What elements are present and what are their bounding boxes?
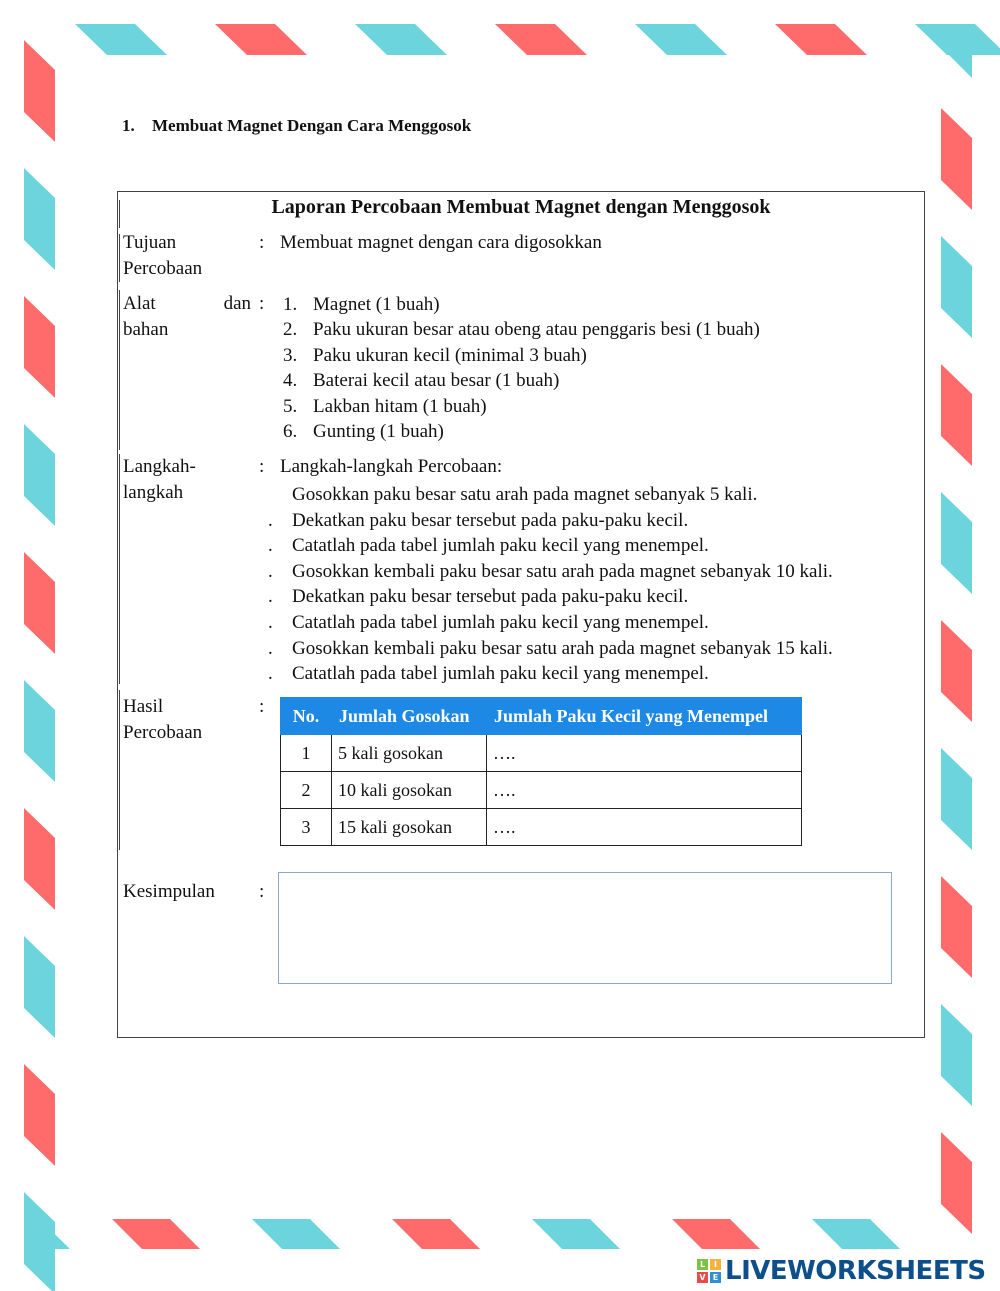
langkah-colon: :: [259, 456, 265, 477]
table-header-row: [281, 698, 802, 735]
row-divider: [119, 690, 120, 850]
answer-cell[interactable]: ….: [487, 809, 802, 846]
border-stripe: [812, 1219, 900, 1249]
alat-colon: :: [259, 293, 265, 314]
kesimpulan-input[interactable]: [278, 872, 892, 984]
step-item: . Dekatkan paku besar tersebut pada paku-paku kecil.: [268, 509, 689, 531]
step-item: . Catatlah pada tabel jumlah paku kecil yang menempel.: [268, 663, 709, 685]
border-stripe: [941, 236, 972, 338]
border-stripe: [252, 1219, 340, 1249]
border-stripe: [75, 24, 167, 55]
row-divider: [119, 454, 120, 684]
step-item: . Dekatkan paku besar tersebut pada paku-paku kecil.: [268, 586, 689, 608]
border-stripe: [24, 168, 55, 270]
kesimpulan-label: Kesimpulan: [123, 881, 215, 902]
column-header-no: No.: [281, 698, 332, 735]
table-cell: 15 kali gosokan: [332, 809, 487, 846]
table-row: [281, 772, 802, 809]
border-stripe: [941, 364, 972, 466]
border-stripe: [392, 1219, 480, 1249]
logo-mark-icon: L I V E: [697, 1259, 721, 1283]
alat-label: Alat dan bahan: [123, 293, 251, 340]
border-stripe: [495, 24, 587, 55]
border-stripe: [24, 40, 55, 142]
border-stripe: [355, 24, 447, 55]
row-divider: [119, 234, 120, 282]
step-item: . Catatlah pada tabel jumlah paku kecil yang menempel.: [268, 611, 709, 633]
border-stripe: [941, 492, 972, 594]
border-stripe: [24, 424, 55, 526]
logo-text: LIVEWORKSHEETS: [725, 1256, 986, 1286]
step-item: Gosokkan paku besar satu arah pada magnet sebanyak 5 kali.: [292, 484, 758, 505]
column-header-gosokan: Jumlah Gosokan: [332, 698, 487, 735]
list-item: 1. Magnet (1 buah): [283, 294, 440, 315]
report-form: [117, 191, 925, 1038]
hasil-colon: :: [259, 696, 265, 717]
border-stripe: [941, 1004, 972, 1106]
border-stripe: [775, 24, 867, 55]
border-stripe: [24, 1204, 70, 1249]
list-item: 6. Gunting (1 buah): [283, 421, 444, 443]
table-cell: 5 kali gosokan: [332, 735, 487, 772]
border-stripe: [941, 1132, 972, 1234]
border-stripe: [941, 108, 972, 210]
border-stripe: [24, 296, 55, 398]
kesimpulan-colon: :: [259, 881, 265, 902]
border-stripe: [215, 24, 307, 55]
step-item: . Catatlah pada tabel jumlah paku kecil yang menempel.: [268, 535, 709, 557]
heading-number: 1.: [122, 116, 135, 135]
border-stripe: [941, 748, 972, 850]
table-row: [281, 735, 802, 772]
border-stripe: [941, 620, 972, 722]
row-divider: [119, 290, 120, 450]
liveworksheets-logo: [697, 1257, 986, 1285]
step-item: . Gosokkan kembali paku besar satu arah pada magnet sebanyak 15 kali.: [268, 637, 833, 659]
table-cell: 1: [281, 735, 332, 772]
list-item: 3. Paku ukuran kecil (minimal 3 buah): [283, 344, 587, 366]
border-stripe: [112, 1219, 200, 1249]
table-row: [281, 809, 802, 846]
langkah-label: Langkah- langkah: [123, 456, 196, 503]
border-stripe: [24, 936, 55, 1038]
border-stripe: [532, 1219, 620, 1249]
heading-title: Membuat Magnet Dengan Cara Menggosok: [152, 116, 472, 135]
step-item: . Gosokkan kembali paku besar satu arah pada magnet sebanyak 10 kali.: [268, 560, 833, 582]
report-title: Laporan Percobaan Membuat Magnet dengan Menggosok: [271, 196, 771, 218]
border-stripe: [24, 808, 55, 910]
border-stripe: [672, 1219, 760, 1249]
border-stripe: [24, 680, 55, 782]
langkah-intro: Langkah-langkah Percobaan:: [280, 456, 503, 477]
border-stripe: [635, 24, 727, 55]
border-stripe: [24, 1064, 55, 1166]
table-cell: 10 kali gosokan: [332, 772, 487, 809]
result-table: [280, 697, 802, 846]
hasil-label: Hasil Percobaan: [123, 696, 203, 743]
tujuan-value: Membuat magnet dengan cara digosokkan: [280, 232, 602, 253]
tujuan-label: Tujuan Percobaan: [123, 232, 203, 279]
column-header-paku: Jumlah Paku Kecil yang Menempel: [487, 698, 802, 735]
answer-cell[interactable]: ….: [487, 772, 802, 809]
border-stripe: [941, 876, 972, 978]
border-stripe: [24, 552, 55, 654]
list-item: 2. Paku ukuran besar atau obeng atau penggaris besi (1 buah): [283, 319, 760, 341]
section-heading: [122, 116, 471, 136]
table-cell: 2: [281, 772, 332, 809]
langkah-steps: [268, 482, 833, 687]
tujuan-colon: :: [259, 232, 265, 253]
alat-list: [283, 292, 760, 444]
row-divider: [119, 200, 120, 228]
list-item: 4. Baterai kecil atau besar (1 buah): [283, 370, 560, 392]
answer-cell[interactable]: ….: [487, 735, 802, 772]
table-cell: 3: [281, 809, 332, 846]
list-item: 5. Lakban hitam (1 buah): [283, 395, 487, 417]
